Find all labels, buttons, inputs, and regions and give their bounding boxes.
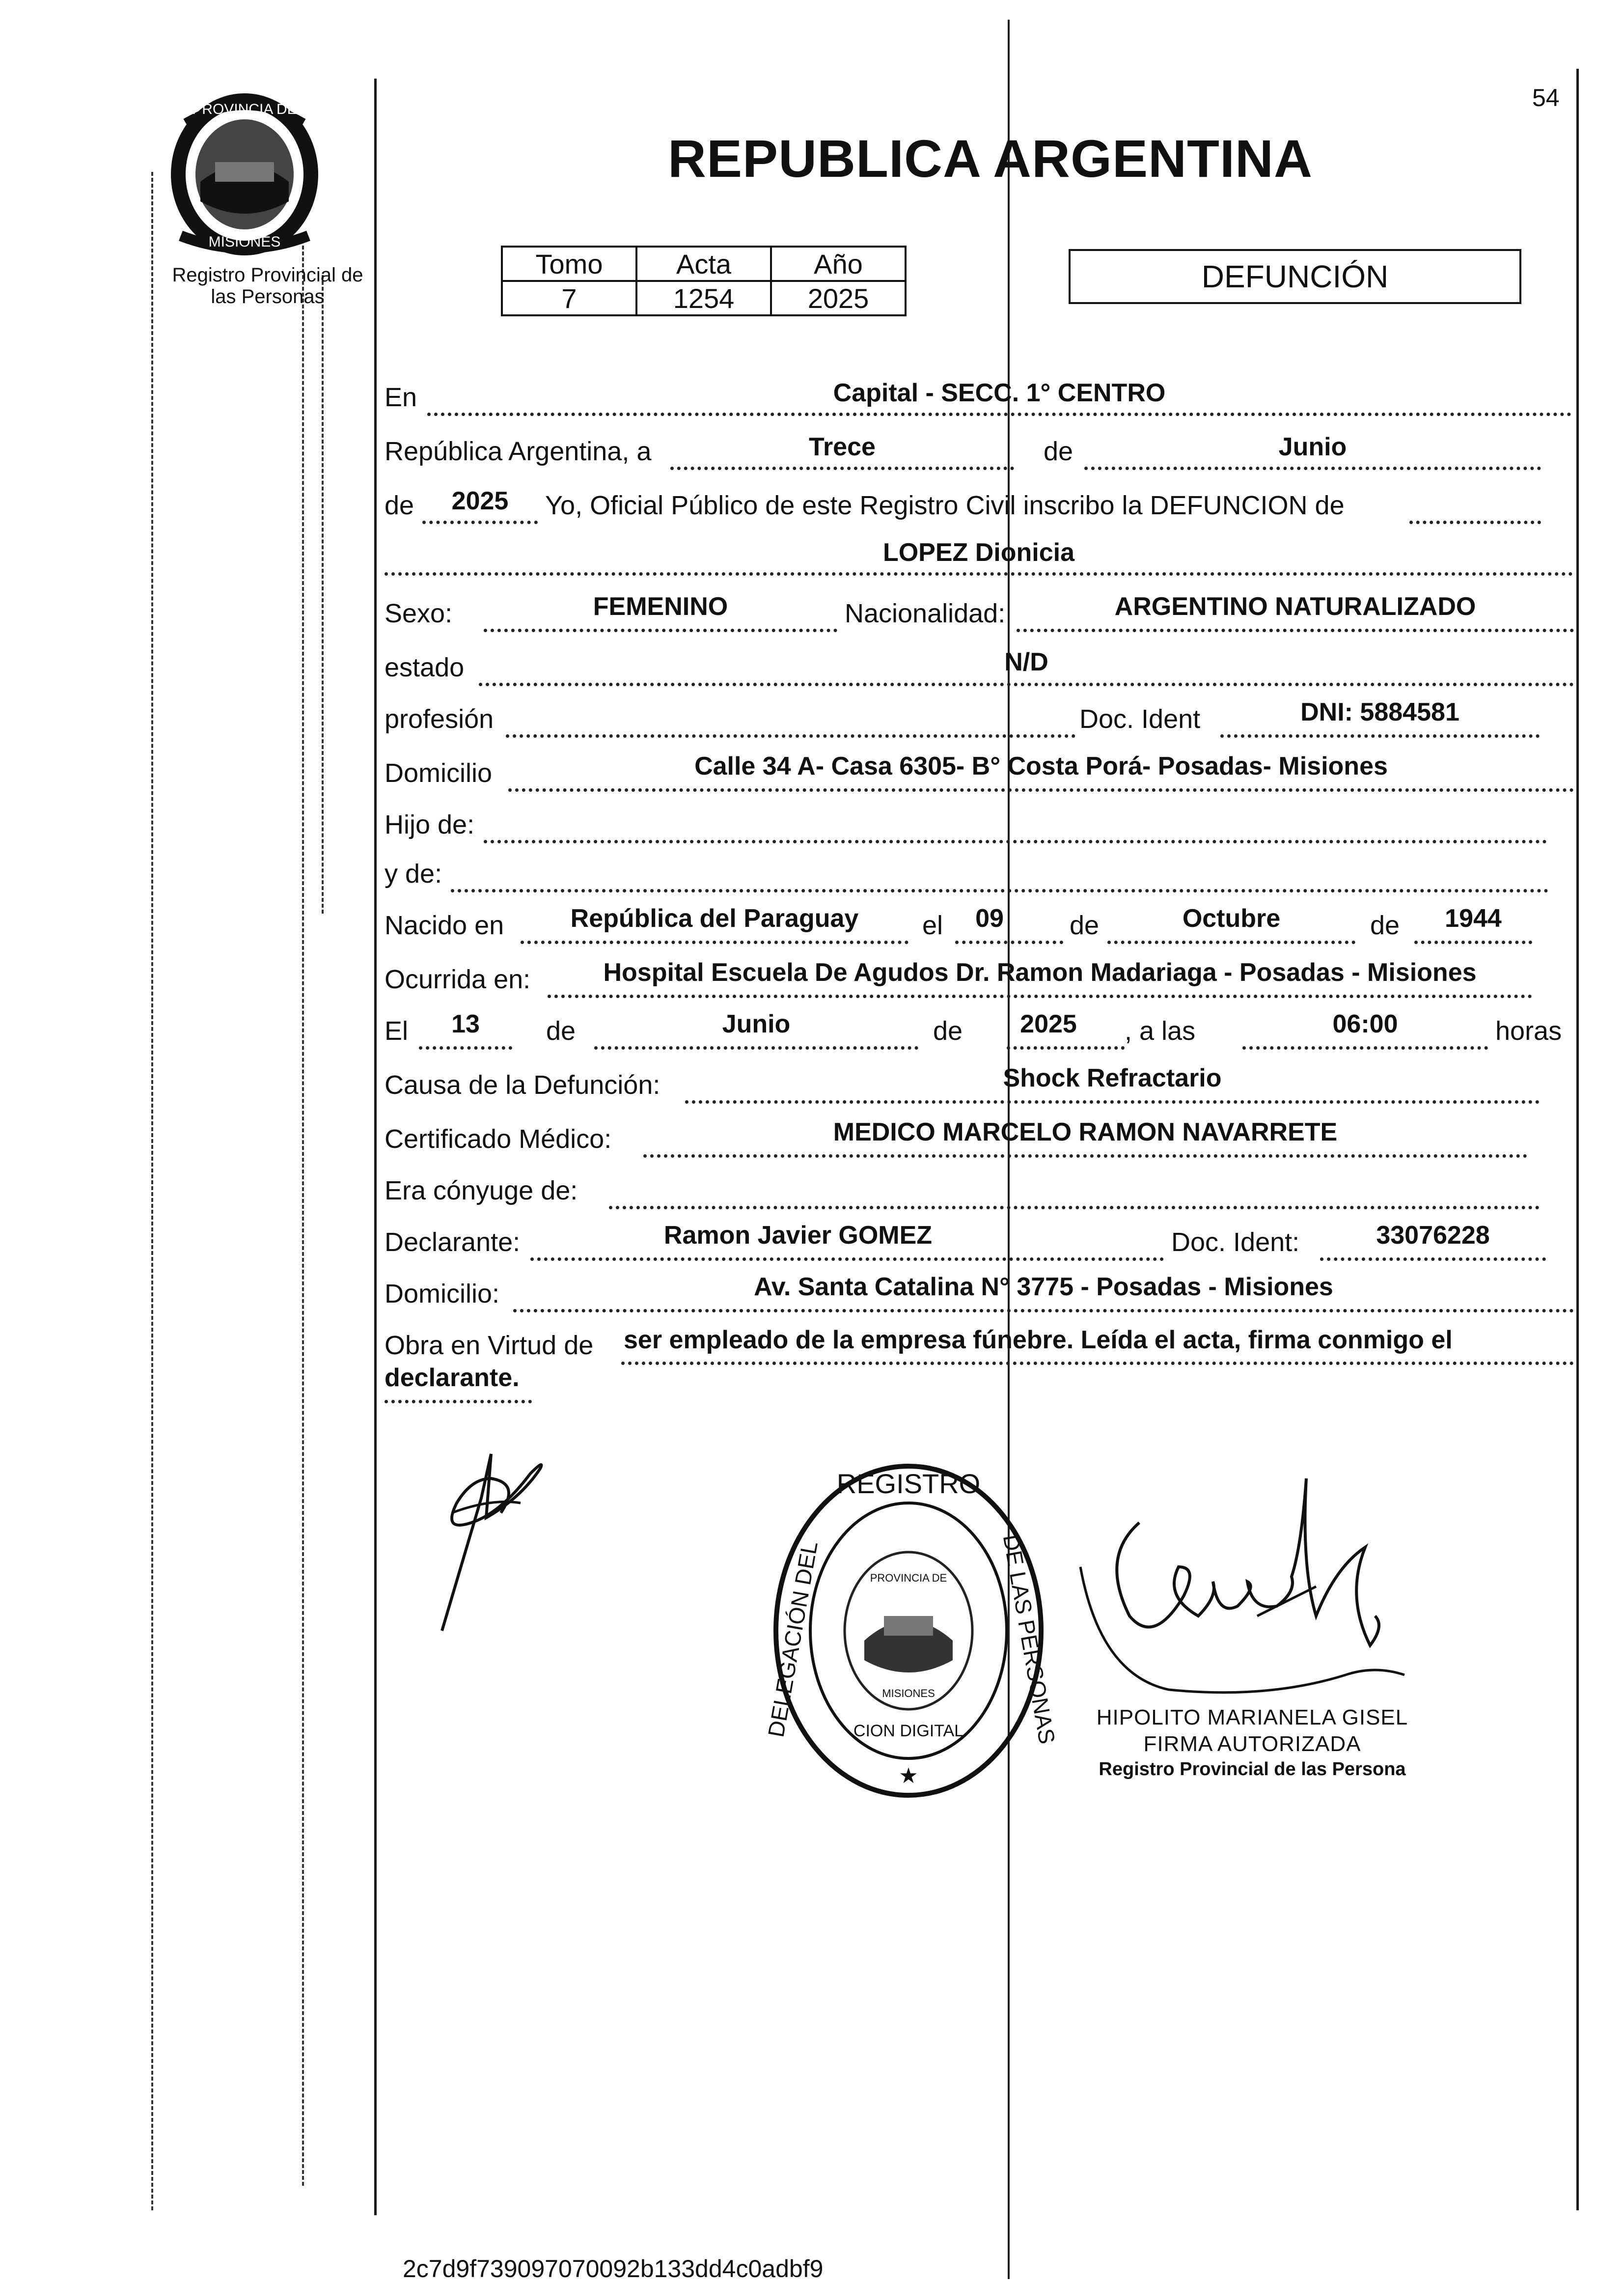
certificate-value: MEDICO MARCELO RAMON NAVARRETE [833, 1118, 1338, 1146]
spouse-label: Era cónyuge de: [385, 1176, 578, 1205]
day-words-value: Trece [809, 433, 876, 461]
spouse-field-line [609, 1176, 1540, 1209]
star-icon: ★ [899, 1763, 918, 1788]
registry-label [152, 264, 383, 307]
declarant-value: Ramon Javier GOMEZ [663, 1221, 933, 1250]
born-de-label: de [1370, 911, 1400, 940]
statement-field-line [1409, 491, 1541, 524]
record-table-value-row [502, 281, 906, 315]
born-month-value: Octubre [1182, 904, 1281, 933]
record-type-label: DEFUNCIÓN [1201, 259, 1389, 294]
born-year-value: 1944 [1445, 904, 1502, 933]
seal-right-text: DE LAS PERSONAS [998, 1532, 1060, 1746]
born-de-label: de [1070, 911, 1100, 940]
death-time-label: , a las [1125, 1016, 1196, 1046]
record-type-box [1069, 249, 1521, 304]
official-registry: Registro Provincial de las Persona [1099, 1759, 1406, 1780]
death-de-label: de [546, 1016, 576, 1046]
document-hash: 2c7d9f739097070092b133dd4c0adbf9 [403, 2255, 824, 2283]
record-table-header: Acta [636, 247, 771, 281]
left-dash-line [302, 246, 304, 2186]
logo-top-text: PROVINCIA DE [192, 101, 297, 117]
seal-inner-text: CION DIGITAL [853, 1722, 964, 1740]
page-number: 54 [1532, 84, 1560, 111]
left-margin-line [374, 79, 377, 2215]
child-of-field-line [484, 810, 1547, 843]
declarant-doc-value: 33076228 [1376, 1221, 1490, 1250]
hours-label: horas [1495, 1016, 1562, 1046]
country-label: República Argentina, a [385, 437, 652, 466]
seal-logo-bottom-text: MISIONES [882, 1687, 935, 1699]
occurred-label: Ocurrida en: [385, 965, 531, 994]
record-table [501, 246, 907, 316]
month-de-label: de [1044, 437, 1073, 466]
record-table-header: Tomo [502, 247, 636, 281]
death-day-value: 13 [451, 1010, 480, 1038]
record-table-header: Año [771, 247, 906, 281]
declarant-address-value: Av. Santa Catalina N° 3775 - Posadas - Misiones [754, 1273, 1333, 1301]
left-dash-line [322, 275, 324, 914]
registry-label-line2: las Personas [211, 286, 325, 307]
death-time-value: 06:00 [1332, 1010, 1398, 1038]
page-title: REPUBLICA ARGENTINA [668, 129, 1313, 188]
child-of-label: Hijo de: [385, 810, 475, 839]
year-value: 2025 [451, 487, 509, 515]
doc-ident-value: DNI: 5884581 [1300, 698, 1459, 726]
cause-value: Shock Refractario [1003, 1064, 1222, 1092]
virtue-label: Obra en Virtud de [385, 1331, 594, 1360]
certificate-label: Certificado Médico: [385, 1124, 612, 1154]
place-value: Capital - SECC. 1° CENTRO [833, 379, 1166, 407]
deceased-name-value: LOPEZ Dionicia [882, 538, 1075, 567]
doc-ident-label: Doc. Ident [1079, 704, 1201, 734]
born-day-value: 09 [975, 904, 1004, 933]
left-dash-line [151, 172, 153, 2210]
seal-top-text: REGISTRO [836, 1468, 981, 1499]
right-margin-line [1576, 69, 1579, 2210]
record-table-cell: 2025 [771, 281, 906, 315]
death-year-value: 2025 [1020, 1010, 1077, 1038]
logo-bottom-text: MISIONES [208, 234, 281, 250]
profession-label: profesión [385, 704, 494, 734]
born-el-label: el [922, 911, 943, 940]
month-value: Junio [1278, 433, 1347, 461]
official-name: HIPOLITO MARIANELA GISEL [1096, 1705, 1408, 1729]
registry-seal-stamp [763, 1454, 1060, 1810]
sex-value: FEMENINO [593, 592, 728, 621]
declarant-doc-label: Doc. Ident: [1171, 1227, 1300, 1257]
address-value: Calle 34 A- Casa 6305- B° Costa Porá- Posadas- Misiones [694, 752, 1388, 780]
record-table-cell: 7 [502, 281, 636, 315]
marital-status-label: estado [385, 653, 465, 682]
place-label: En [385, 383, 417, 412]
year-de-label: de [385, 491, 414, 520]
cause-label: Causa de la Defunción: [385, 1070, 661, 1100]
authorized-signature-block [1080, 1704, 1424, 1781]
death-month-value: Junio [722, 1010, 791, 1038]
registry-label-line1: Registro Provincial de [172, 264, 363, 286]
seal-logo-top-text: PROVINCIA DE [870, 1572, 947, 1584]
virtue-value-line1: ser empleado de la empresa fúnebre. Leída el acta, firma conmigo el [624, 1326, 1453, 1354]
declarant-label: Declarante: [385, 1227, 521, 1257]
statement-text: Yo, Oficial Público de este Registro Civil inscribo la DEFUNCION de [545, 491, 1345, 520]
death-el-label: El [385, 1016, 409, 1046]
misiones-coat-of-arms-logo [156, 88, 333, 260]
record-table-cell: 1254 [636, 281, 771, 315]
sex-label: Sexo: [385, 599, 453, 628]
declarant-signature [422, 1439, 570, 1638]
nationality-label: Nacionalidad: [845, 599, 1006, 628]
declarant-address-label: Domicilio: [385, 1279, 500, 1309]
death-de-label: de [933, 1016, 963, 1046]
seal-left-text: DELEGACIÓN DEL [763, 1539, 823, 1739]
nationality-value: ARGENTINO NATURALIZADO [1114, 592, 1476, 621]
and-of-field-line [451, 860, 1548, 892]
address-label: Domicilio [385, 758, 493, 788]
profession-field-line [506, 705, 1075, 738]
official-signature [1071, 1469, 1424, 1707]
official-role: FIRMA AUTORIZADA [1143, 1732, 1361, 1756]
born-label: Nacido en [385, 911, 504, 940]
virtue-value-line2: declarante. [385, 1364, 520, 1392]
occurred-value: Hospital Escuela De Agudos Dr. Ramon Madariaga - Posadas - Misiones [603, 958, 1477, 987]
record-table-header-row [502, 247, 906, 281]
marital-status-value: N/D [1004, 648, 1048, 676]
and-of-label: y de: [385, 859, 442, 889]
born-place-value: República del Paraguay [570, 904, 859, 933]
